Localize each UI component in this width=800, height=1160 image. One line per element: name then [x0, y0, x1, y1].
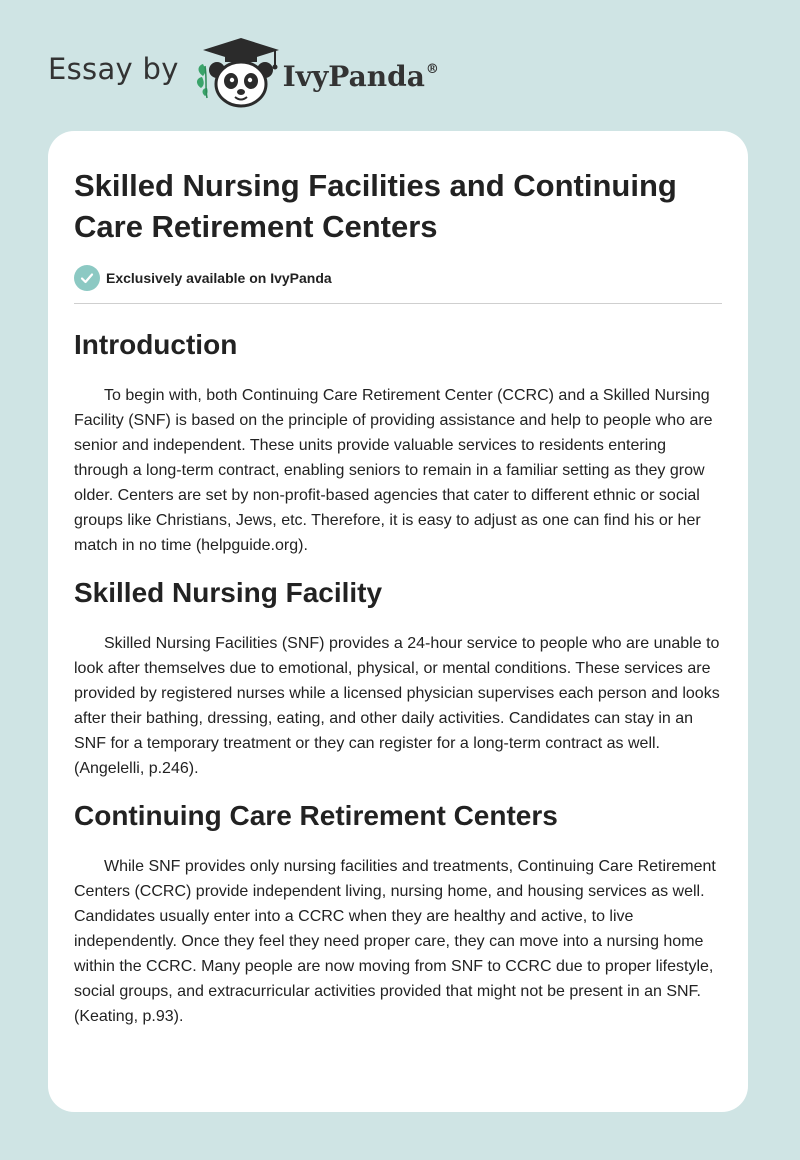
section-heading-skilled-nursing-facility: Skilled Nursing Facility: [74, 577, 383, 608]
exclusive-label: Exclusively available on IvyPanda: [106, 270, 332, 286]
divider: [74, 303, 722, 304]
section-body-skilled-nursing-facility: Skilled Nursing Facilities (SNF) provides a 24-hour service to people who are unable to look after themselves due to emotional, physical, or mental conditions. These services are provided by registered nurses while a licensed physician supervises each person and looks after their bathing, dressing, eating, and other daily activities. Candidates can stay in an SNF for a temporary treatment or they can register for a long-term contract as well. (Angelelli, p.246).: [74, 635, 720, 777]
checkmark-icon: [74, 265, 100, 291]
brand-name: IvyPanda®: [282, 59, 439, 93]
section-heading-introduction: Introduction: [74, 329, 238, 360]
site-header: [48, 36, 439, 110]
section-body-introduction: To begin with, both Continuing Care Retirement Center (CCRC) and a Skilled Nursing Facility (SNF) is based on the principle of providing assistance and help to people who are senior and independent. These units provide valuable services to residents entering through a long-term contract, enabling seniors to remain in a familiar setting as they grow older. Centers are set by non-profit-based agencies that cater to different ethnic or social groups like Christians, Jews, etc. Therefore, it is easy to adjust as one can find his or her match in no time (helpguide.org).: [74, 387, 713, 554]
essay-title: Skilled Nursing Facilities and Continuing Care Retirement Centers: [74, 168, 677, 244]
registered-mark: ®: [425, 61, 439, 77]
section-body-continuing-care: While SNF provides only nursing facilities and treatments, Continuing Care Retirement Centers (CCRC) provide independent living, nursing home, and housing services as well. Candidates usually enter into a CCRC when they are healthy and active, to live independently. Once they feel they need proper care, they can move into a nursing home within the CCRC. Many people are now moving from SNF to CCRC due to proper lifestyle, social groups, and extracurricular activities provided that might not be present in an SNF. (Keating, p.93).: [74, 858, 716, 1025]
exclusive-badge: [74, 265, 722, 291]
essay-card: [48, 131, 748, 1112]
ivypanda-logo[interactable]: [195, 36, 439, 110]
section-heading-continuing-care: Continuing Care Retirement Centers: [74, 800, 558, 831]
essay-by-label: Essay by: [48, 52, 179, 86]
panda-graduate-icon: [195, 36, 281, 110]
